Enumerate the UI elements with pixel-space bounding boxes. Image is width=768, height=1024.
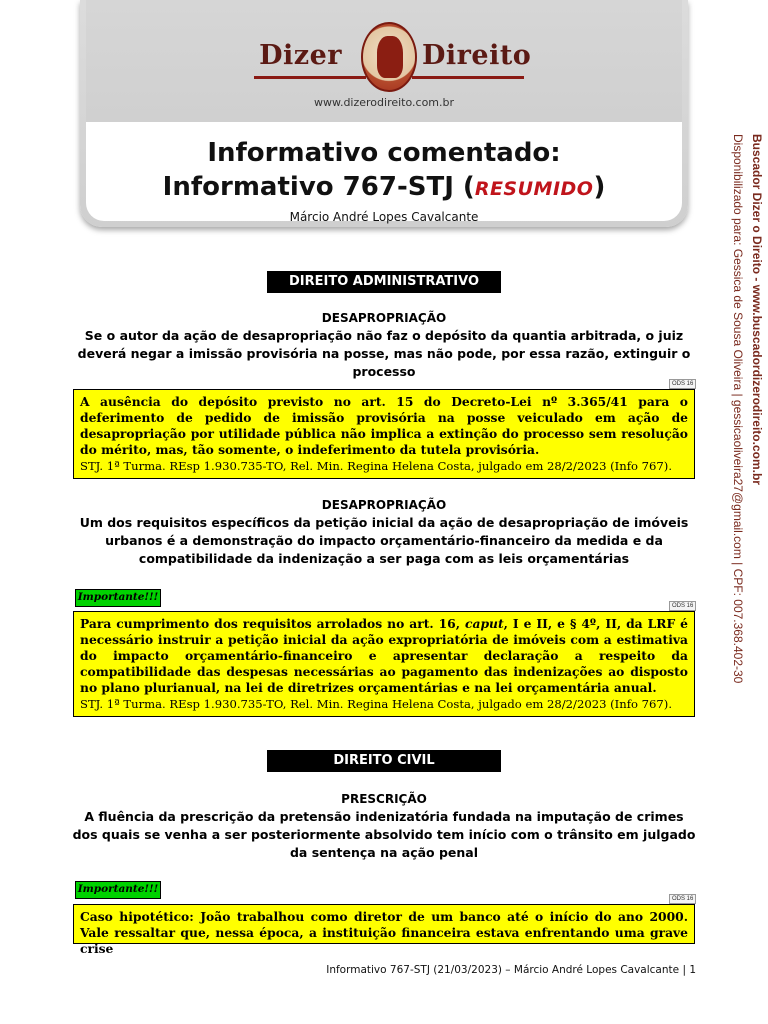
section-heading-civil: DIREITO CIVIL <box>267 750 501 772</box>
citation: STJ. 1ª Turma. REsp 1.930.735-TO, Rel. Min. Regina Helena Costa, julgado em 28/2/2023 (Info 767). <box>80 697 673 711</box>
topic-3-header <box>72 790 696 862</box>
important-badge: Importante!!! <box>75 881 161 899</box>
page-title: Informativo comentado: <box>207 138 561 168</box>
topic-label: DESAPROPRIAÇÃO <box>321 311 447 325</box>
logo-underline-left <box>254 76 366 79</box>
ods-badge: ODS 16 <box>669 601 696 611</box>
highlight-box-1 <box>73 389 695 479</box>
topic-description: Um dos requisitos específicos da petição inicial da ação de desapropriação de imóveis urbanos é a demonstração do impacto orçamentário-financeiro da medida e da compatibilidade da indenização a ser paga com as leis orçamentárias <box>79 515 689 566</box>
side-watermark <box>728 134 768 704</box>
topic-description: A fluência da prescrição da pretensão indenizatória fundada na imputação de crimes dos quais se venha a ser posteriormente absolvido tem início com o trânsito em julgado da sentença na ação penal <box>72 809 696 860</box>
ods-badge: ODS 16 <box>669 379 696 389</box>
side-watermark-line-1: Buscador Dizer o Direito - www.buscadordizerodireito.com.br <box>750 134 764 485</box>
logo <box>86 22 682 92</box>
topic-label: DESAPROPRIAÇÃO <box>321 498 447 512</box>
section-heading-administrativo: DIREITO ADMINISTRATIVO <box>267 271 501 293</box>
logo-underline-right <box>412 76 524 79</box>
resumido-label: RESUMIDO <box>474 178 594 200</box>
page-subtitle: Informativo 767-STJ (RESUMIDO) <box>162 172 606 202</box>
logo-text-right: Direito <box>422 40 532 71</box>
title-block <box>80 136 688 224</box>
topic-label: PRESCRIÇÃO <box>341 792 427 806</box>
highlight-box-2 <box>73 611 695 717</box>
highlight-box-3 <box>73 904 695 956</box>
case-text: Caso hipotético: João trabalhou como diretor de um banco até o início do ano 2000. Vale ressaltar que, nessa época, a instituição financeira estava enfrentando uma grave crise <box>80 909 688 956</box>
logo-seal-icon <box>361 22 417 92</box>
thesis-text: A ausência do depósito previsto no art. 15 do Decreto-Lei nº 3.365/41 para o deferimento de pedido de imissão provisória na posse veiculado em ação de desapropriação por utilidade pública não implica a extinção do processo sem resolução do mérito, mas, tão somente, o indeferimento da tutela provisória. <box>80 394 688 457</box>
topic-description: Se o autor da ação de desapropriação não faz o depósito da quantia arbitrada, o juiz deverá negar a imissão provisória na posse, mas não pode, por essa razão, extinguir o processo <box>77 328 691 379</box>
site-url: www.dizerodireito.com.br <box>313 96 455 109</box>
topic-1-header <box>72 309 696 381</box>
logo-text-left: Dizer <box>259 40 342 71</box>
page-footer: Informativo 767-STJ (21/03/2023) – Márcio André Lopes Cavalcante | 1 <box>326 964 696 976</box>
important-badge: Importante!!! <box>75 589 161 607</box>
ods-badge: ODS 16 <box>669 894 696 904</box>
side-watermark-line-2: Disponibilizado para: Gessica de Sousa Oliveira | gessicaoliveira27@gmail.com | CPF: 007.368.402-30 <box>731 134 745 684</box>
thesis-text: Para cumprimento dos requisitos arrolados no art. 16, caput, I e II, e § 4º, II, da LRF é necessário instruir a petição inicial da ação expropriatória de imóveis com a estimativa do impacto orçamentário-financeiro e apresentar declaração a respeito da compatibilidade das despesas necessárias ao pagamento das indenizações ao disposto no plano plurianual, na lei de diretrizes orçamentárias e na lei orçamentária anual. <box>80 616 688 695</box>
topic-2-header <box>72 496 696 568</box>
author: Márcio André Lopes Cavalcante <box>289 210 479 224</box>
citation: STJ. 1ª Turma. REsp 1.930.735-TO, Rel. Min. Regina Helena Costa, julgado em 28/2/2023 (Info 767). <box>80 459 673 473</box>
